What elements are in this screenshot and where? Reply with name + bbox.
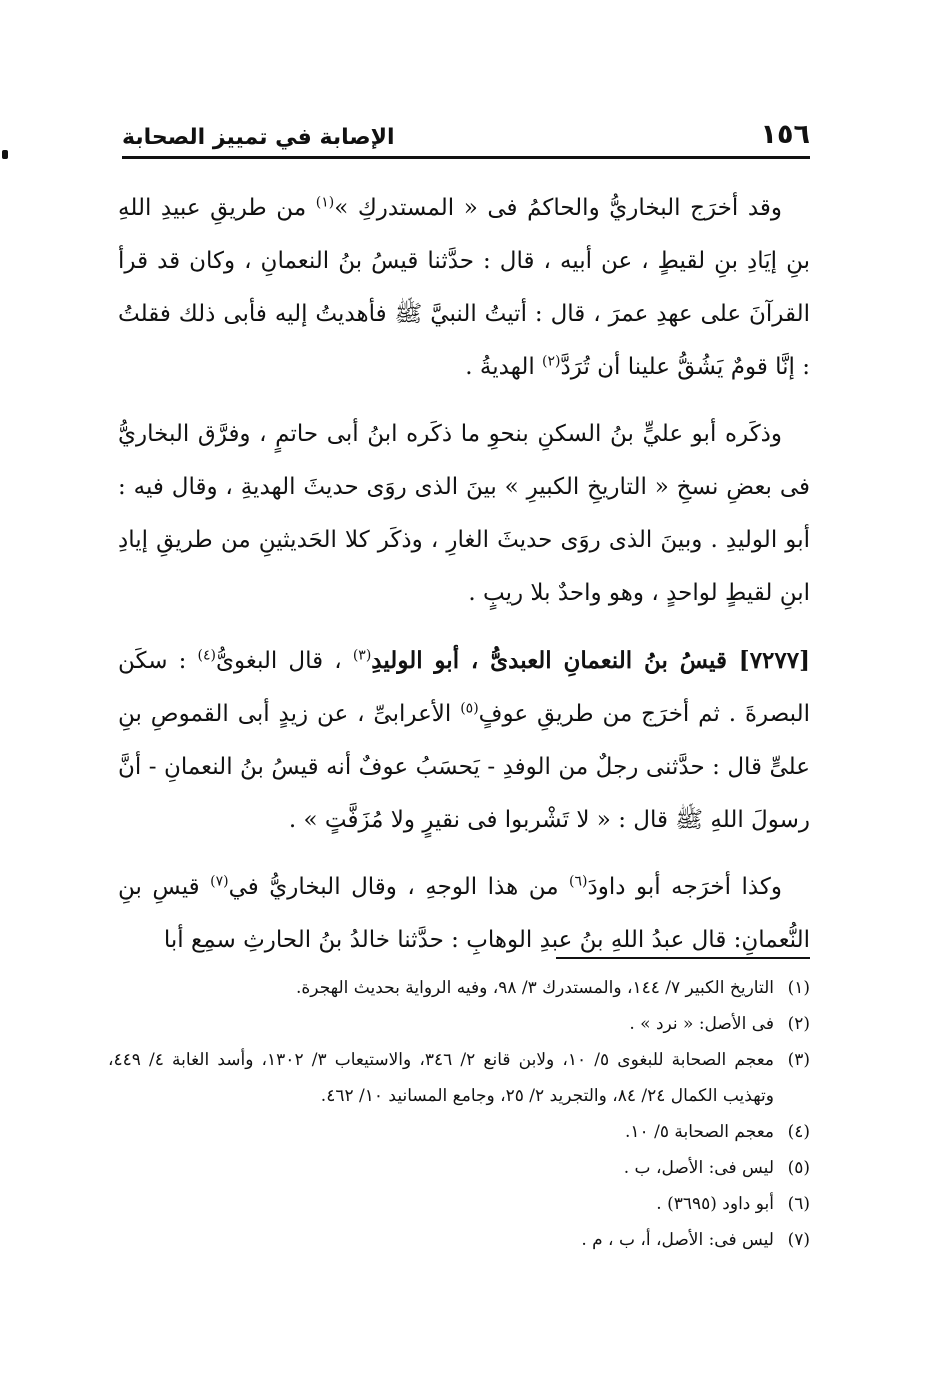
footnotes [108,970,810,1258]
paragraph-text: وكذا أخرَجه أبو داودَ [587,874,782,900]
footnote-reference: (٣) [352,647,372,664]
main-text [118,182,810,981]
footnote-text: أبو داود (٣٦٩٥) . [656,1194,774,1214]
footnote-item [108,970,810,1006]
footnote-item [108,1186,810,1222]
footnote-number: (٣) [787,1050,811,1070]
footnote-text: معجم الصحابة ٥/ ١٠. [625,1122,774,1142]
footnote-item [108,1042,810,1114]
footnote-number: (٦) [787,1194,810,1214]
running-header [122,110,810,150]
footnote-reference: (١) [315,194,335,211]
paragraph-text: : سكَن البصرةَ . ثم أخرَج من طريقِ عوفٍ [118,648,810,727]
footnote-text: معجم الصحابة للبغوى ٥/ ١٠، ولابن قانع ٢/ ٣٤٦، والاستيعاب ٣/ ١٣٠٢، وأسد الغابة ٤/ ٤٤٩، وتهذيب الكمال ٢٤/ ٨٤، والتجريد ٢/ ٢٥، وجامع المسانيد ١٠/ ٤٦٢. [108,1050,775,1106]
footnote-reference: (٤) [197,647,216,664]
entry-paragraph [118,634,810,847]
footnote-number: (١) [787,978,810,998]
paragraph-text: من طريقِ عبيدِ اللهِ بنِ إيَادِ بنِ لقيطٍ ، عن أبيه ، قال : حدَّثنا قيسُ بنُ النعمانِ ، وكان قد قرأ القرآنَ على عهدِ عمرَ ، قال : أتيتُ النبيَّ ﷺ فأهديتُ إليه فأبى ذلك فقلتُ : إنَّا قومٌ يَشُقُّ علينا أن تُرَدَّ [118,195,810,380]
paragraph-text: الهديةُ . [465,354,543,380]
footnote-text: ليس فى: الأصل، أ، ب ، م . [581,1230,774,1250]
footnote-item [108,1150,810,1186]
paragraph-text: وقد أخرَج البخاريُّ والحاكمُ فى « المستدركِ » [334,195,783,221]
footnote-reference: (٧) [210,873,229,890]
footnote-item [108,1222,810,1258]
header-rule [122,156,810,159]
footnote-number: (٧) [787,1230,810,1250]
body-paragraph [118,861,810,967]
footnote-number: (٥) [787,1158,810,1178]
body-paragraph [118,408,810,620]
page-number: ١٥٦ [760,119,810,150]
footnote-number: (٢) [787,1014,810,1034]
paragraph-text: وذكَره أبو عليٍّ بنُ السكنِ بنحوِ ما ذكَره ابنُ أبى حاتمٍ ، وفرَّق البخاريُّ فى بعضِ نسخِ « التاريخِ الكبيرِ » بينَ الذى روَى حديثَ الهديةِ ، وقال فيه : أبو الوليدِ . وبينَ الذى روَى حديثَ الغارِ ، وذكَر كلا الحَديثينِ من طريقِ إيادِ ابنِ لقيطٍ لواحدٍ ، وهو واحدٌ بلا ريبٍ . [118,421,810,606]
footnote-reference: (٦) [569,873,588,890]
footnote-reference: (٥) [460,700,479,717]
footnote-item [108,1114,810,1150]
footnote-number: (٤) [787,1122,810,1142]
body-paragraph [118,182,810,394]
book-title: الإصابة في تمييز الصحابة [122,125,395,150]
paragraph-text: من هذا الوجهِ ، وقال البخاريُّ في [228,874,570,900]
footnote-text: ليس فى: الأصل، ب . [623,1158,774,1178]
scan-edge-mark [2,150,8,159]
paragraph-text: ، قال البغوىُّ [215,648,353,674]
footnote-item [108,1006,810,1042]
paragraph-text: الأعرابىِّ ، عن زيدٍ أبى القموصِ بنِ علىٍّ قال : حدَّثنى رجلٌ من الوفدِ - يَحسَبُ عوفٌ أنه قيسُ بنُ النعمانِ - أنَّ رسولَ اللهِ ﷺ قال : « لا تَشْربوا فى نقيرٍ ولا مُزَفَّتٍ » . [118,701,810,833]
footnote-reference: (٢) [542,353,561,370]
footnote-text: فى الأصل: « نرد » . [629,1014,774,1034]
paragraph-text: قيسِ بنِ النُّعمانِ: قال عبدُ اللهِ بنُ عبدِ الوهابِ : حدَّثنا خالدُ بنُ الحارثِ سمِع أبا [118,874,810,953]
footnote-text: التاريخ الكبير ٧/ ١٤٤، والمستدرك ٣/ ٩٨، وفيه الرواية بحديث الهجرة. [296,978,774,998]
entry-heading: [٧٢٧٧] قيسُ بنُ النعمانِ العبدىُّ ، أبو الوليدِ [371,647,810,674]
footnote-rule [556,957,810,959]
